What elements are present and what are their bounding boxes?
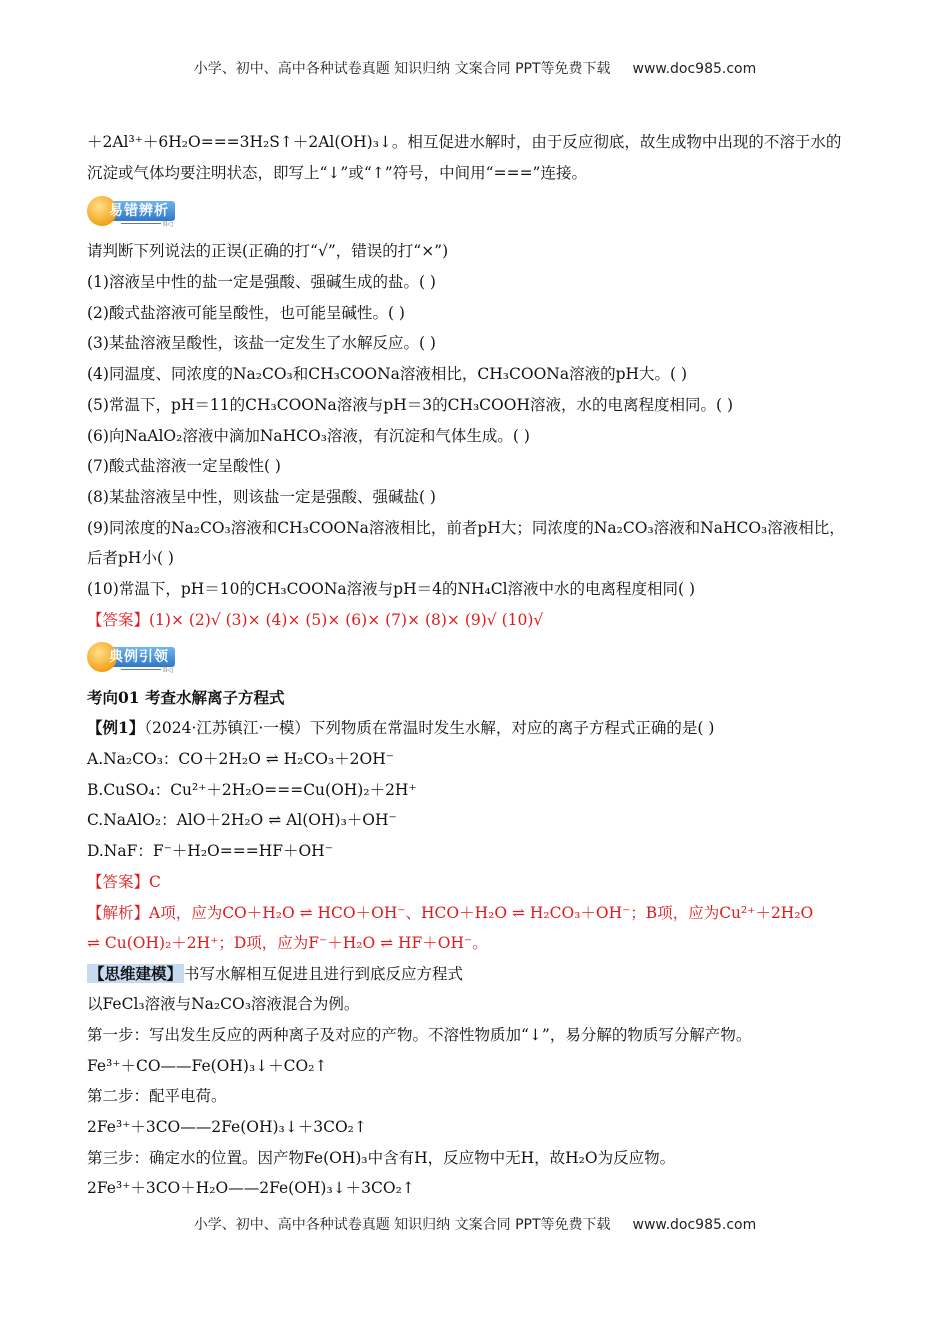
intro-line-1: ＋2Al³⁺＋6H₂O===3H₂S↑＋2Al(OH)₃↓。相互促进水解时，由于反应彻底，故生成物中出现的不溶于水的 bbox=[87, 133, 842, 151]
example-text: （2024·江苏镇江·一模）下列物质在常温时发生水解，对应的离子方程式正确的是( ) bbox=[144, 719, 715, 737]
badge-errors: 易错辨析 II◁ bbox=[87, 196, 179, 228]
badge-errors-label: 易错辨析 bbox=[109, 203, 169, 219]
quiz-answer: 【答案】(1)× (2)√ (3)× (4)× (5)× (6)× (7)× (8)× (9)√ (10)√ bbox=[87, 611, 544, 629]
header-text: 小学、初中、高中各种试卷真题 知识归纳 文案合同 PPT等免费下载 bbox=[193, 61, 611, 77]
model-step-1: 第一步：写出发生反应的两种离子及对应的产物。不溶性物质加“↓”，易分解的物质写分解产物。 bbox=[87, 1026, 752, 1044]
example-label: 【例1】 bbox=[87, 718, 145, 737]
model-tag: 【思维建模】 bbox=[89, 964, 183, 983]
section-title: 考向01 考查水解离子方程式 bbox=[87, 688, 285, 707]
page-header bbox=[0, 58, 950, 78]
model-title: 书写水解相互促进且进行到底反应方程式 bbox=[184, 965, 464, 983]
quiz-item: (2)酸式盐溶液可能呈酸性，也可能呈碱性。( ) bbox=[87, 304, 405, 322]
quiz-item: (7)酸式盐溶液一定呈酸性( ) bbox=[87, 457, 281, 475]
footer-url[interactable]: www.doc985.com bbox=[632, 1217, 757, 1233]
option-a: A.Na₂CO₃：CO＋2H₂O ⇌ H₂CO₃＋2OH⁻ bbox=[87, 750, 394, 768]
quiz-item: 后者pH小( ) bbox=[87, 549, 174, 567]
badge-examples-label: 典例引领 bbox=[109, 649, 169, 665]
footer-text: 小学、初中、高中各种试卷真题 知识归纳 文案合同 PPT等免费下载 bbox=[193, 1217, 611, 1233]
quiz-item: (10)常温下，pH＝10的CH₃COONa溶液与pH＝4的NH₄Cl溶液中水的电离程度相同( ) bbox=[87, 580, 696, 598]
model-eq-3: 2Fe³⁺＋3CO＋H₂O——2Fe(OH)₃↓＋3CO₂↑ bbox=[87, 1179, 415, 1197]
quiz-item: (1)溶液呈中性的盐一定是强酸、强碱生成的盐。( ) bbox=[87, 273, 436, 291]
quiz-item: (8)某盐溶液呈中性，则该盐一定是强酸、强碱盐( ) bbox=[87, 488, 436, 506]
option-d: D.NaF：F⁻＋H₂O===HF＋OH⁻ bbox=[87, 842, 333, 860]
analysis-line-1: 【解析】A项，应为CO＋H₂O ⇌ HCO＋OH⁻、HCO＋H₂O ⇌ H₂CO₃＋OH⁻；B项，应为Cu²⁺＋2H₂O bbox=[87, 904, 814, 922]
quiz-item: (9)同浓度的Na₂CO₃溶液和CH₃COONa溶液相比，前者pH大；同浓度的Na₂CO₃溶液和NaHCO₃溶液相比， bbox=[87, 519, 845, 537]
example-question bbox=[87, 718, 877, 738]
model-eq-2: 2Fe³⁺＋3CO——2Fe(OH)₃↓＋3CO₂↑ bbox=[87, 1118, 367, 1136]
page-footer bbox=[0, 1214, 950, 1234]
model-line: 以FeCl₃溶液与Na₂CO₃溶液混合为例。 bbox=[87, 995, 360, 1013]
model-step-2: 第二步：配平电荷。 bbox=[87, 1087, 227, 1105]
quiz-item: (6)向NaAlO₂溶液中滴加NaHCO₃溶液，有沉淀和气体生成。( ) bbox=[87, 427, 530, 445]
example-answer: 【答案】C bbox=[87, 873, 161, 891]
option-b: B.CuSO₄：Cu²⁺＋2H₂O===Cu(OH)₂＋2H⁺ bbox=[87, 781, 417, 799]
quiz-instruction: 请判断下列说法的正误(正确的打“√”，错误的打“×”) bbox=[87, 242, 449, 260]
analysis-line-2: ⇌ Cu(OH)₂＋2H⁺；D项，应为F⁻＋H₂O ⇌ HF＋OH⁻。 bbox=[87, 934, 488, 952]
quiz-item: (3)某盐溶液呈酸性，该盐一定发生了水解反应。( ) bbox=[87, 334, 436, 352]
model-heading bbox=[87, 964, 877, 984]
model-step-3: 第三步：确定水的位置。因产物Fe(OH)₃中含有H，反应物中无H，故H₂O为反应物。 bbox=[87, 1149, 676, 1167]
intro-line-2: 沉淀或气体均要注明状态，即写上“↓”或“↑”符号，中间用“===”连接。 bbox=[87, 164, 587, 182]
header-url[interactable]: www.doc985.com bbox=[632, 61, 757, 77]
quiz-item: (4)同温度、同浓度的Na₂CO₃和CH₃COONa溶液相比，CH₃COONa溶液的pH大。( ) bbox=[87, 365, 688, 383]
badge-examples: 典例引领 II◁ bbox=[87, 642, 179, 674]
option-c: C.NaAlO₂：AlO＋2H₂O ⇌ Al(OH)₃＋OH⁻ bbox=[87, 811, 397, 829]
model-eq-1: Fe³⁺＋CO——Fe(OH)₃↓＋CO₂↑ bbox=[87, 1057, 328, 1075]
quiz-item: (5)常温下，pH＝11的CH₃COONa溶液与pH＝3的CH₃COOH溶液，水的电离程度相同。( ) bbox=[87, 396, 733, 414]
